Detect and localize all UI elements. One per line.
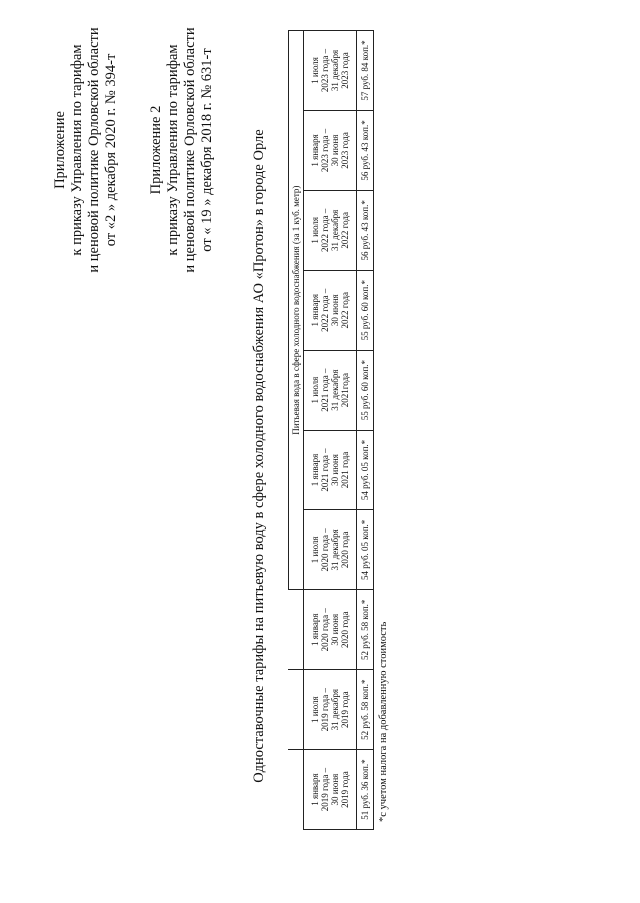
table-periods-row: [304, 31, 357, 830]
price-cell: 52 руб. 58 коп.*: [357, 670, 374, 750]
appendix-line-3: от «2 » декабря 2020 г. № 394-т: [103, 53, 119, 247]
period-cell: 1 июля 2023 года – 31 декабря 2023 года: [304, 31, 357, 111]
table-prices-row: [357, 31, 374, 830]
price-cell: 55 руб. 60 коп.*: [357, 270, 374, 350]
period-cell: 1 января 2020 года – 30 июня 2020 года: [304, 590, 357, 670]
period-cell: 1 января 2021 года – 30 июня 2021 года: [304, 430, 357, 510]
period-cell: 1 июля 2022 года – 31 декабря 2022 года: [304, 190, 357, 270]
price-cell: 51 руб. 36 коп.*: [357, 750, 374, 830]
appendix-title: Приложение: [52, 111, 68, 189]
appendix-line-1: к приказу Управления по тарифам: [69, 44, 85, 256]
appendix-2-title: Приложение 2: [148, 105, 164, 195]
price-cell: 54 руб. 05 коп.*: [357, 510, 374, 590]
appendix-2-line-2: и ценовой политике Орловской области: [182, 27, 198, 273]
tariff-table: [288, 30, 374, 830]
period-cell: 1 июля 2019 года – 31 декабря 2019 года: [304, 670, 357, 750]
appendix-2-line-3: от « 19 » декабря 2018 г. № 631-т: [199, 48, 215, 252]
table-header-row: [289, 31, 304, 830]
price-cell: 56 руб. 43 коп.*: [357, 110, 374, 190]
table-header: Питьевая вода в сфере холодного водоснабжения (за 1 куб. метр): [289, 31, 304, 590]
period-cell: 1 января 2022 года – 30 июня 2022 года: [304, 270, 357, 350]
document-title: Одноставочные тарифы на питьевую воду в сфере холодного водоснабжения АО «Протон» в городе Орле: [251, 129, 267, 783]
price-cell: 56 руб. 43 коп.*: [357, 190, 374, 270]
period-cell: 1 июля 2021 года – 31 декабря 2021года: [304, 350, 357, 430]
period-cell: 1 января 2019 года – 30 июня 2019 года: [304, 750, 357, 830]
price-cell: 55 руб. 60 коп.*: [357, 350, 374, 430]
appendix-2-line-1: к приказу Управления по тарифам: [165, 44, 181, 256]
period-cell: 1 января 2023 года – 30 июня 2023 года: [304, 110, 357, 190]
price-cell: 57 руб. 84 коп.*: [357, 31, 374, 111]
appendix-line-2: и ценовой политике Орловской области: [86, 27, 102, 273]
price-cell: 52 руб. 58 коп.*: [357, 590, 374, 670]
footnote: *с учетом налога на добавленную стоимость: [378, 621, 389, 822]
period-cell: 1 июля 2020 года – 31 декабря 2020 года: [304, 510, 357, 590]
price-cell: 54 руб. 05 коп.*: [357, 430, 374, 510]
